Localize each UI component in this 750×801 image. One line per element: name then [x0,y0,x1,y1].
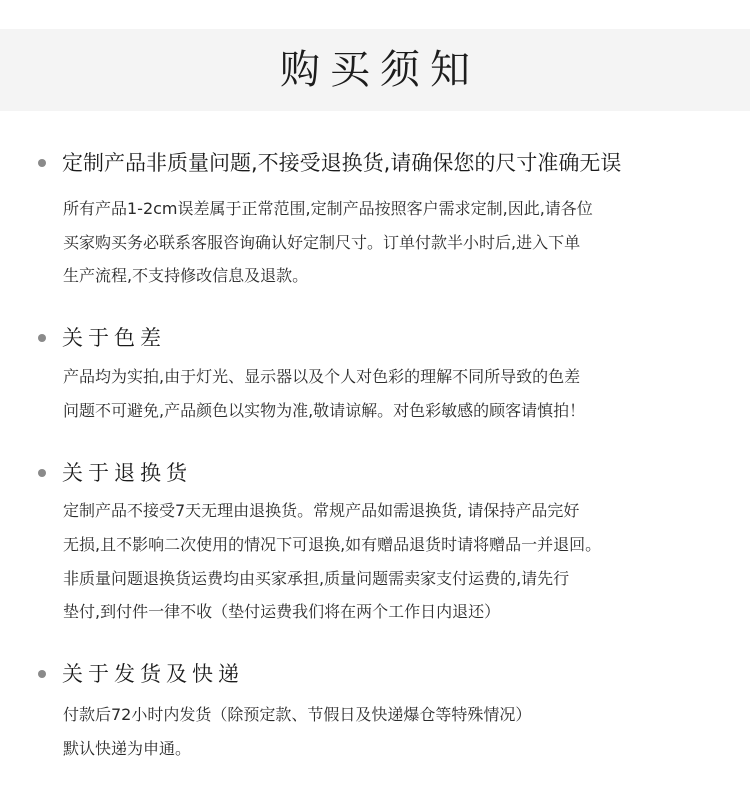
page-header [0,29,750,111]
section-header [0,323,750,353]
body-line: 定制产品不接受7天无理由退换货。常规产品如需退换货, 请保持产品完好 [63,501,580,520]
section-title: 定制产品非质量问题,不接受退换货,请确保您的尺寸准确无误 [62,151,622,175]
section-shipping [0,659,750,758]
section-title: 关于色差 [62,326,166,350]
bullet-icon [38,159,46,167]
body-line: 所有产品1-2cm误差属于正常范围,定制产品按照客户需求定制,因此,请各位 [63,199,593,218]
bullet-icon [38,670,46,678]
page-title: 购买须知 [280,47,480,93]
section-color-difference [0,323,750,420]
body-line: 垫付,到付件一律不收（垫付运费我们将在两个工作日内退还） [63,602,501,621]
body-line: 买家购买务必联系客服咨询确认好定制尺寸。订单付款半小时后,进入下单 [63,233,581,252]
section-header [0,148,750,178]
body-line: 默认快递为申通。 [63,739,192,758]
body-line: 产品均为实拍,由于灯光、显示器以及个人对色彩的理解不同所导致的色差 [63,367,581,386]
body-line: 问题不可避免,产品颜色以实物为准,敬请谅解。对色彩敏感的顾客请慎拍！ [63,401,586,420]
section-title: 关于发货及快递 [62,662,244,686]
body-line: 无损,且不影响二次使用的情况下可退换,如有赠品退货时请将赠品一并退回。 [63,535,602,554]
section-custom-products [0,148,750,285]
bullet-icon [38,469,46,477]
body-line: 付款后72小时内发货（除预定款、节假日及快递爆仓等特殊情况） [63,705,532,724]
section-returns [0,458,750,621]
section-header [0,659,750,689]
section-header [0,458,750,488]
section-title: 关于退换货 [62,461,192,485]
body-line: 生产流程,不支持修改信息及退款。 [63,266,309,285]
body-line: 非质量问题退换货运费均由买家承担,质量问题需卖家支付运费的,请先行 [63,569,570,588]
bullet-icon [38,334,46,342]
